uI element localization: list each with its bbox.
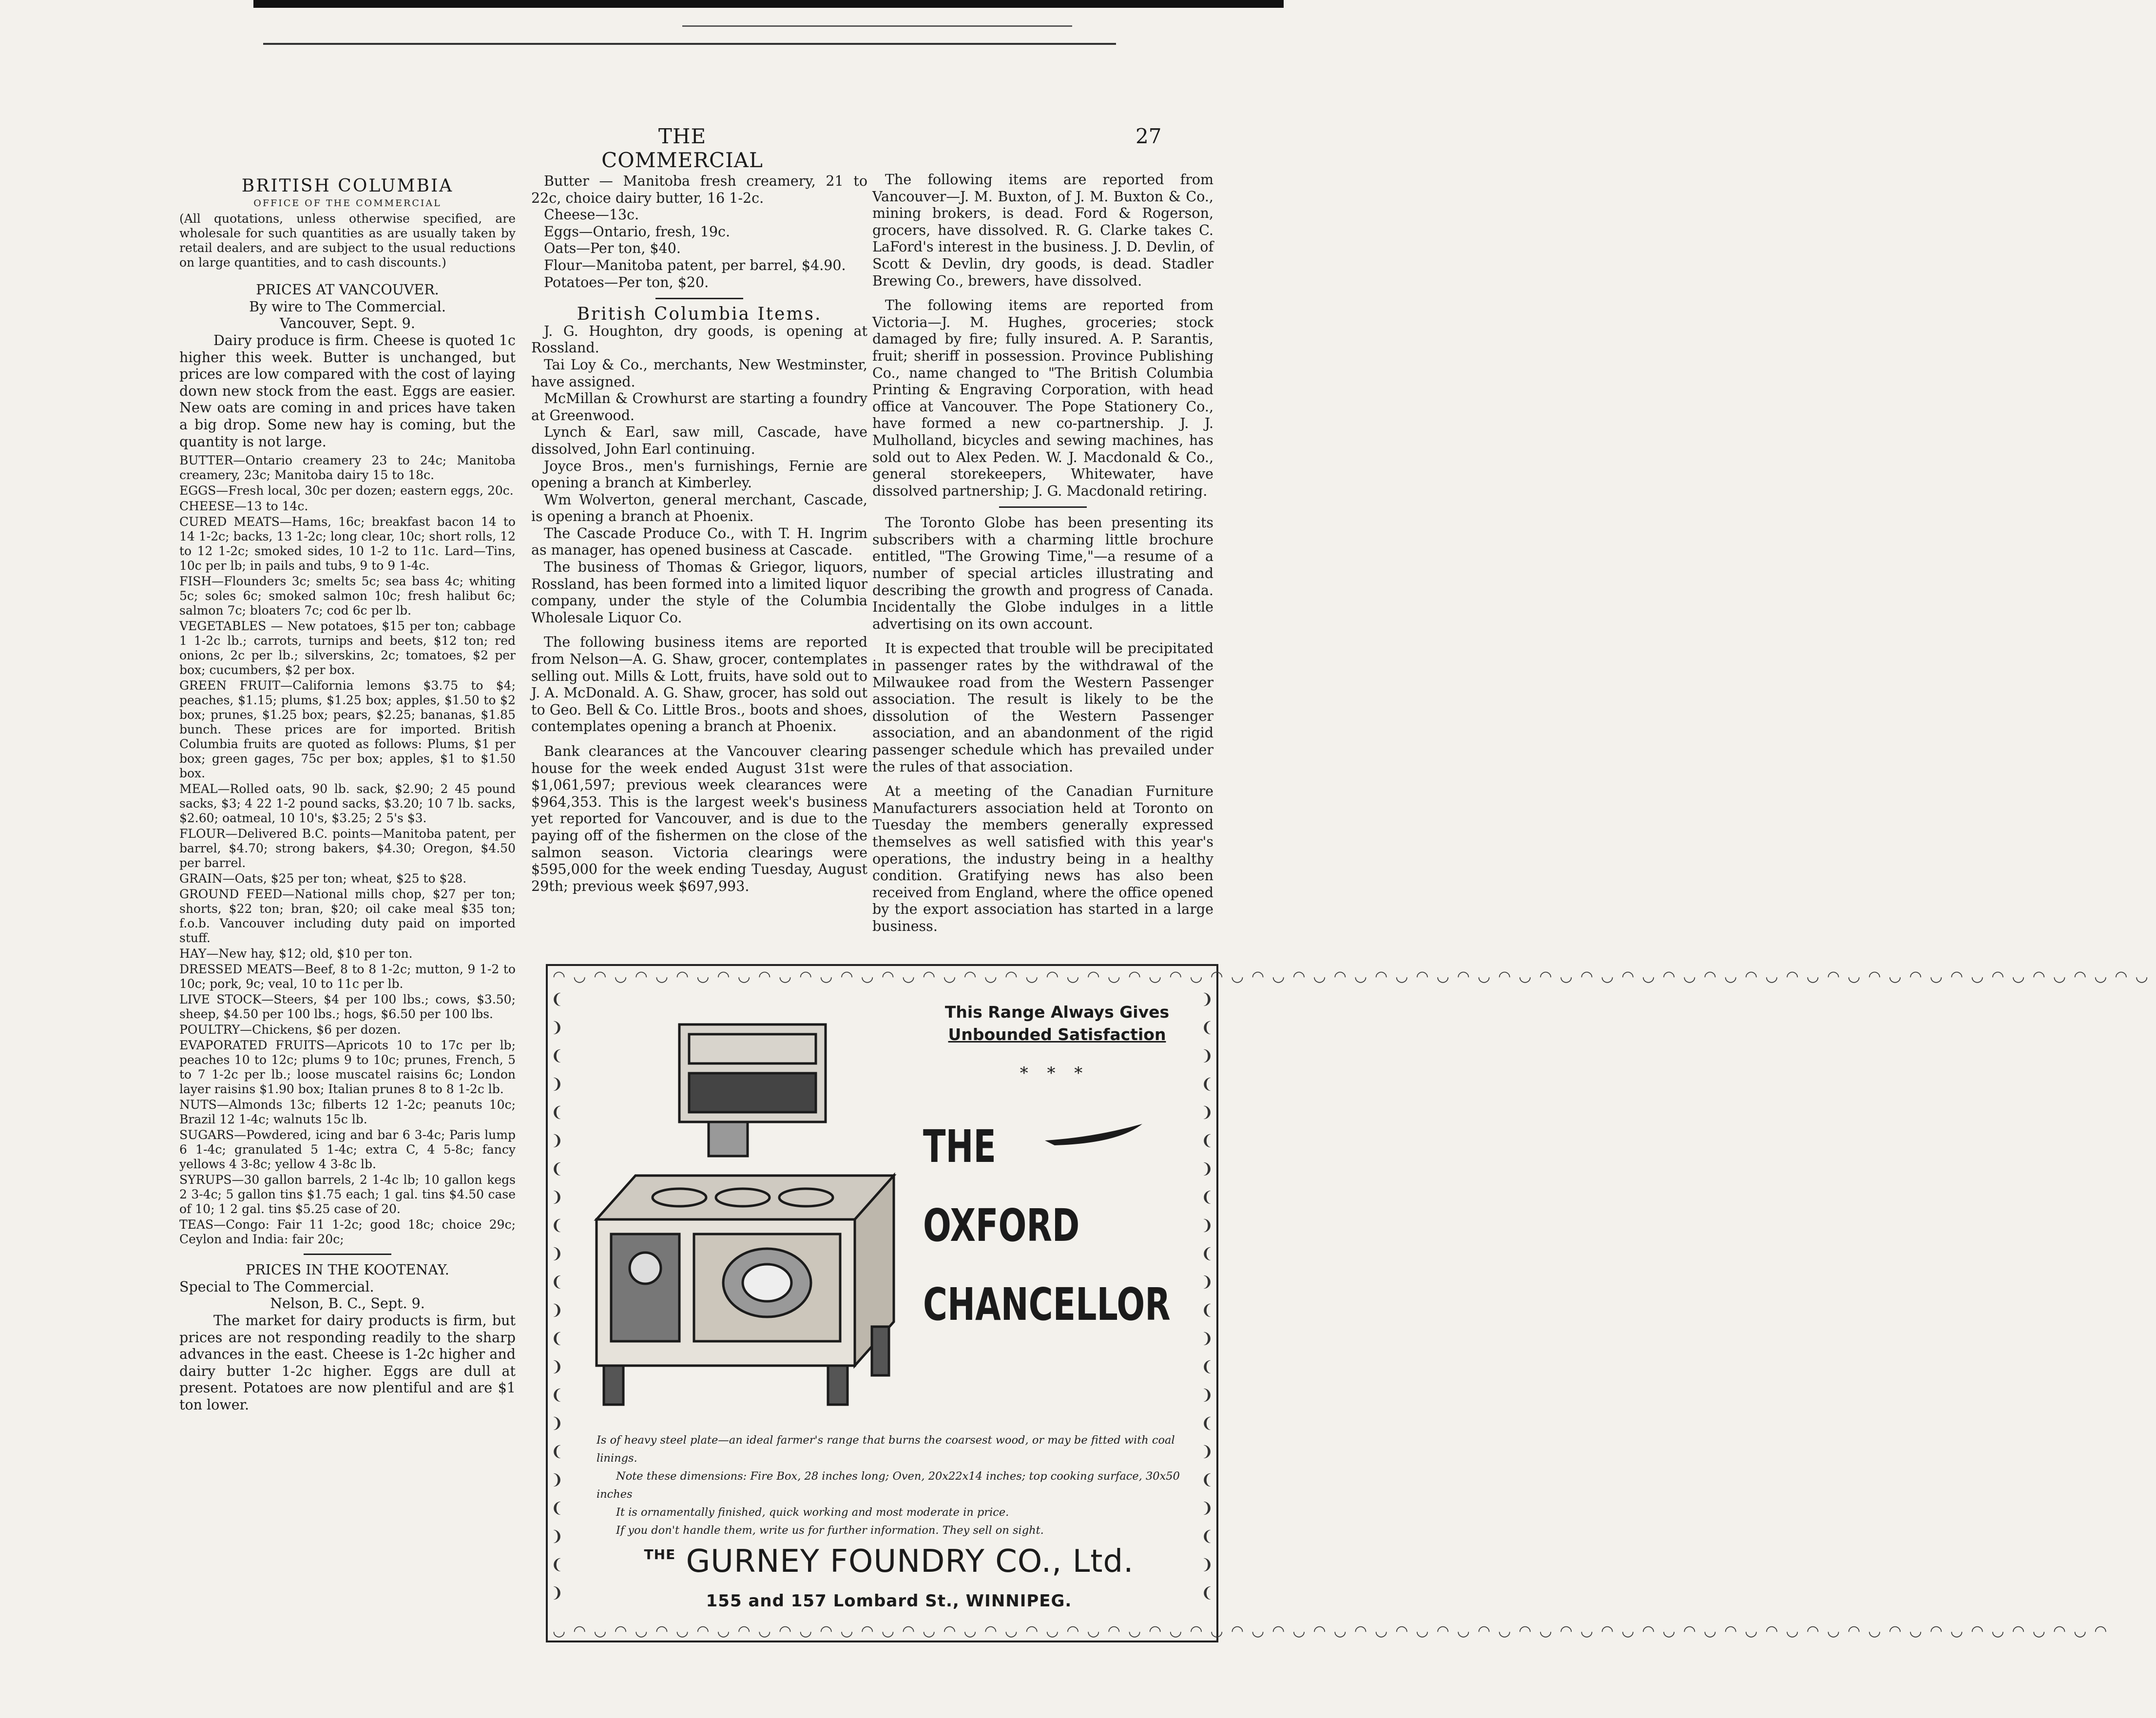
ad-copy-line: It is ornamentally finished, quick working and most moderate in price. xyxy=(616,1506,1009,1519)
section-heading: BRITISH COLUMBIA xyxy=(241,176,454,196)
news-item: The business of Thomas & Griegor, liquors, Rossland, has been formed into a limited liquor company, under the style of the Columbia Wholesale Liquor Co. xyxy=(531,559,867,626)
news-item: The following items are reported from Victoria—J. M. Hughes, groceries; stock damaged by fire; fully insured. A. P. Sarantis, fruit; sheriff in possession. Province Publishing Co., name changed to "The British Columbia Printing & Engraving Corporation, with head office at Vancouver. The Pope Stationery Co., have formed a new co-partnership. J. J. Mulholland, bicycles and sewing machines, has sold out to Alex Peden. W. J. Macdonald & Co., general storekeepers, Whitewater, have dissolved partnership; J. G. Macdonald retiring. xyxy=(872,297,1213,499)
price-item: GREEN FRUIT—California lemons $3.75 to $4; peaches, $1.15; plums, $1.25 box; apples, $1.50 to $2 box; prunes, $1.25 box; pears, $2.25; bananas, $1.85 bunch. These prices are for imported. British Columbia fruits are quoted as follows: Plums, $1 per box; green gages, 75c per box; apples, $1 to $1.50 box. xyxy=(179,678,516,781)
price-item: NUTS—Almonds 13c; filberts 12 1-2c; peanuts 10c; Brazil 12 1-4c; walnuts 15c lb. xyxy=(179,1098,516,1127)
ad-stars: * * * xyxy=(1020,1063,1090,1083)
ad-border-ornament: ◡◠◡◠◡◠◡◠◡◠◡◠◡◠◡◠◡◠◡◠◡◠◡◠◡◠◡◠◡◠◡◠◡◠◡◠◡◠◡◠◡◠◡◠◡◠◡◠◡◠◡◠◡◠◡◠◡◠◡◠◡◠◡◠◡◠◡◠◡◠◡◠◡◠◡◠ xyxy=(553,1622,2115,1640)
news-item: At a meeting of the Canadian Furniture Manufacturers association held at Toronto on Tuesday the members generally expressed themselves as well satisfied with this year's operations, the industry being in a healthy condition. Gratifying news has also been received from England, where the office opened by the export association has started in a large business. xyxy=(872,783,1213,934)
news-item: The following business items are reported from Nelson—A. G. Shaw, grocer, contemplates selling out. Mills & Lott, fruits, have sold out to J. A. McDonald. A. G. Shaw, grocer, has sold out to Geo. Bell & Co. Little Bros., boots and shoes, contemplates opening a branch at Phoenix. xyxy=(531,634,867,735)
section-heading: British Columbia Items. xyxy=(577,304,822,325)
price-item: FISH—Flounders 3c; smelts 5c; sea bass 4c; whiting 5c; soles 6c; smoked salmon 10c; fresh halibut 6c; salmon 7c; bloaters 7c; cod 6c per lb. xyxy=(179,574,516,618)
prices-kootenay-title: PRICES IN THE KOOTENAY. xyxy=(246,1262,449,1278)
ad-company xyxy=(587,1544,1191,1580)
ad-copy-line: Is of heavy steel plate—an ideal farmer's range that burns the coarsest wood, or may be fitted with coal linings. xyxy=(597,1434,1175,1465)
ad-product-line-3: CHANCELLOR xyxy=(923,1278,1171,1331)
price-item: SUGARS—Powdered, icing and bar 6 3-4c; Paris lump 6 1-4c; granulated 5 1-4c; extra C, 4 5-8c; fancy yellows 4 3-8c; yellow 4 3-8c lb. xyxy=(179,1128,516,1172)
advertisement xyxy=(546,964,2156,1642)
news-item: Wm Wolverton, general merchant, Cascade, is opening a branch at Phoenix. xyxy=(531,491,867,525)
scan-rule xyxy=(263,43,1116,45)
ad-address: 155 and 157 Lombard St., WINNIPEG. xyxy=(706,1591,1072,1611)
price-item: GRAIN—Oats, $25 per ton; wheat, $25 to $28. xyxy=(179,871,467,886)
prices-kootenay-text: The market for dairy products is firm, but prices are not responding readily to the sharp advances in the east. Cheese is 1-2c higher and dairy butter 1-2c higher. Eggs are dull at present. Potatoes are now plentiful and are $1 ton lower. xyxy=(179,1312,516,1413)
price-item: Eggs—Ontario, fresh, 19c. xyxy=(544,223,731,240)
price-item: GROUND FEED—National mills chop, $27 per ton; shorts, $22 ton; bran, $20; oil cake meal $35 ton; f.o.b. Vancouver including duty paid on imported stuff. xyxy=(179,887,516,946)
price-item: CHEESE—13 to 14c. xyxy=(179,499,308,514)
price-item: Potatoes—Per ton, $20. xyxy=(544,274,709,290)
ad-tagline-line-2: Unbounded Satisfaction xyxy=(948,1025,1166,1044)
page-number: 27 xyxy=(1136,124,1162,148)
ad-company-article: THE xyxy=(644,1546,676,1563)
prices-kootenay-dateline: Nelson, B. C., Sept. 9. xyxy=(270,1295,425,1312)
price-item: Butter — Manitoba fresh creamery, 21 to 22c, choice dairy butter, 16 1-2c. xyxy=(531,173,867,206)
news-item: Bank clearances at the Vancouver clearing house for the week ended August 31st were $1,061,597; previous week clearances were $964,353. This is the largest week's business yet reported for Vancouver, and is due to the paying off of the fishermen on the close of the salmon season. Victoria clearings were $595,000 for the week ending Tuesday, August 29th; previous week $697,993. xyxy=(531,743,867,894)
running-head: THE COMMERCIAL xyxy=(601,124,763,172)
arrow-icon xyxy=(1045,1121,1142,1145)
price-item: VEGETABLES — New potatoes, $15 per ton; cabbage 1 1-2c lb.; carrots, turnips and beets, $12 ton; red onions, 2c per lb.; silverskins, 2c; tomatoes, $2 per box; cucumbers, $2 per box. xyxy=(179,619,516,677)
news-item: Joyce Bros., men's furnishings, Fernie are opening a branch at Kimberley. xyxy=(531,458,867,491)
news-item: It is expected that trouble will be precipitated in passenger rates by the withdrawal of the Milwaukee road from the Western Passenger association. The result is likely to be the dissolution of the Western Passenger association, and an abandonment of the rigid passenger schedule which has prevailed under the rules of that association. xyxy=(872,640,1213,775)
section-rule xyxy=(655,298,743,299)
news-item: McMillan & Crowhurst are starting a foundry at Greenwood. xyxy=(531,390,867,424)
price-item: CURED MEATS—Hams, 16c; breakfast bacon 14 to 14 1-2c; backs, 13 1-2c; long clear, 10c; short rolls, 12 to 12 1-2c; smoked sides, 10 1-2 to 11c. Lard—Tins, 10c per lb; in pails and tubs, 9 to 9 1-4c. xyxy=(179,515,516,573)
section-subheading: OFFICE OF THE COMMERCIAL xyxy=(253,197,442,209)
ad-copy-line: Note these dimensions: Fire Box, 28 inches long; Oven, 20x22x14 inches; top cooking surface, 30x50 inches xyxy=(597,1470,1180,1501)
ad-border-ornament: ❨ ❩ ❨ ❩ ❨ ❩ ❨ ❩ ❨ ❩ ❨ ❩ ❨ ❩ ❨ ❩ ❨ ❩ ❨ ❩ ❨ ❩ xyxy=(551,991,563,1602)
news-item: J. G. Houghton, dry goods, is opening at Rossland. xyxy=(531,323,867,356)
price-item: SYRUPS—30 gallon barrels, 2 1-4c lb; 10 gallon kegs 2 3-4c; 5 gallon tins $1.75 each; 1 gal. tins $4.50 case of 10; 1 2 gal. tins $5.25 case of 20. xyxy=(179,1173,516,1216)
column-3 xyxy=(872,172,1213,935)
prices-vancouver-dateline: Vancouver, Sept. 9. xyxy=(280,315,415,332)
price-item: TEAS—Congo: Fair 11 1-2c; good 18c; choice 29c; Ceylon and India: fair 20c; xyxy=(179,1217,516,1247)
price-item: EGGS—Fresh local, 30c per dozen; eastern eggs, 20c. xyxy=(179,483,514,498)
price-item: DRESSED MEATS—Beef, 8 to 8 1-2c; mutton, 9 1-2 to 10c; pork, 9c; veal, 10 to 11c per lb. xyxy=(179,962,516,991)
ad-border-ornament: ◠◡◠◡◠◡◠◡◠◡◠◡◠◡◠◡◠◡◠◡◠◡◠◡◠◡◠◡◠◡◠◡◠◡◠◡◠◡◠◡◠◡◠◡◠◡◠◡◠◡◠◡◠◡◠◡◠◡◠◡◠◡◠◡◠◡◠◡◠◡◠◡◠◡◠◡◠◡ xyxy=(553,968,2156,985)
scan-edge-top xyxy=(253,0,1284,8)
ad-copy-line: If you don't handle them, write us for further information. They sell on sight. xyxy=(616,1524,1044,1537)
ad-company-name: GURNEY FOUNDRY CO., Ltd. xyxy=(686,1544,1134,1580)
price-item: BUTTER—Ontario creamery 23 to 24c; Manitoba creamery, 23c; Manitoba dairy 15 to 18c. xyxy=(179,453,516,483)
price-item: FLOUR—Delivered B.C. points—Manitoba patent, per barrel, $4.70; strong bakers, $4.30; Oregon, $4.50 per barrel. xyxy=(179,827,516,870)
ad-product-line-2: OXFORD xyxy=(923,1199,1080,1252)
price-item: EVAPORATED FRUITS—Apricots 10 to 17c per lb; peaches 10 to 12c; plums 9 to 10c; prunes, French, 5 to 7 1-2c per lb.; loose muscatel raisins 6c; London layer raisins $1.90 box; Italian prunes 8 to 8 1-2c lb. xyxy=(179,1038,516,1097)
price-list xyxy=(179,453,516,1247)
ad-product-line-1: THE xyxy=(923,1120,996,1173)
news-item: The Toronto Globe has been presenting its subscribers with a charming little brochure entitled, "The Growing Time,"—a resume of a number of special articles illustrating and describing the growth and progress of Canada. Incidentally the Globe indulges in a little advertising on its own account. xyxy=(872,515,1213,632)
prices-kootenay-byline: Special to The Commercial. xyxy=(179,1278,374,1295)
news-item: Tai Loy & Co., merchants, New Westminster, have assigned. xyxy=(531,356,867,390)
ad-tagline-line-1: This Range Always Gives xyxy=(944,1003,1170,1022)
section-rule xyxy=(304,1254,391,1255)
stove-illustration xyxy=(577,1015,918,1414)
price-item: HAY—New hay, $12; old, $10 per ton. xyxy=(179,946,413,961)
column-1 xyxy=(179,178,516,1413)
prices-vancouver-text: Dairy produce is firm. Cheese is quoted 1c higher this week. Butter is unchanged, but prices are low compared with the cost of laying down new stock from the east. Eggs are easier. New oats are coming in and prices have taken a big drop. Some new hay is coming, but the quantity is not large. xyxy=(179,332,516,450)
price-item: Cheese—13c. xyxy=(544,207,639,223)
price-item: LIVE STOCK—Steers, $4 per 100 lbs.; cows, $3.50; sheep, $4.50 per 100 lbs.; hogs, $6.50 per 100 lbs. xyxy=(179,992,516,1022)
section-rule xyxy=(999,506,1087,508)
price-item: Flour—Manitoba patent, per barrel, $4.90. xyxy=(544,257,846,273)
prices-vancouver-title: PRICES AT VANCOUVER. xyxy=(256,282,439,298)
news-item: The following items are reported from Vancouver—J. M. Buxton, of J. M. Buxton & Co., mining brokers, is dead. Ford & Rogerson, grocers, have dissolved. R. G. Clarke takes C. LaFord's interest in the business. J. D. Devlin, of Scott & Devlin, dry goods, is dead. Stadler Brewing Co., brewers, have dissolved. xyxy=(872,172,1213,289)
prices-vancouver-byline: By wire to The Commercial. xyxy=(249,298,446,315)
scan-rule xyxy=(682,25,1072,27)
ad-tagline xyxy=(930,1001,1184,1046)
quotation-note: (All quotations, unless otherwise specified, are wholesale for such quantities as are usually taken by retail dealers, and are subject to the usual reductions on large quantities, and to cash discounts.) xyxy=(179,212,516,270)
price-item: MEAL—Rolled oats, 90 lb. sack, $2.90; 2 45 pound sacks, $3; 4 22 1-2 pound sacks, $3.20; 10 7 lb. sacks, $2.60; oatmeal, 10 10's, $3.25; 2 5's $3. xyxy=(179,782,516,826)
column-2 xyxy=(531,173,867,895)
price-item: POULTRY—Chickens, $6 per dozen. xyxy=(179,1023,401,1037)
ad-border-ornament: ❩ ❨ ❩ ❨ ❩ ❨ ❩ ❨ ❩ ❨ ❩ ❨ ❩ ❨ ❩ ❨ ❩ ❨ ❩ ❨ ❩ ❨ xyxy=(1201,991,1213,1602)
news-item: Lynch & Earl, saw mill, Cascade, have dissolved, John Earl continuing. xyxy=(531,424,867,457)
news-item: The Cascade Produce Co., with T. H. Ingrim as manager, has opened business at Cascade. xyxy=(531,525,867,559)
ad-copy xyxy=(597,1431,1186,1540)
price-item: Oats—Per ton, $40. xyxy=(544,240,681,257)
